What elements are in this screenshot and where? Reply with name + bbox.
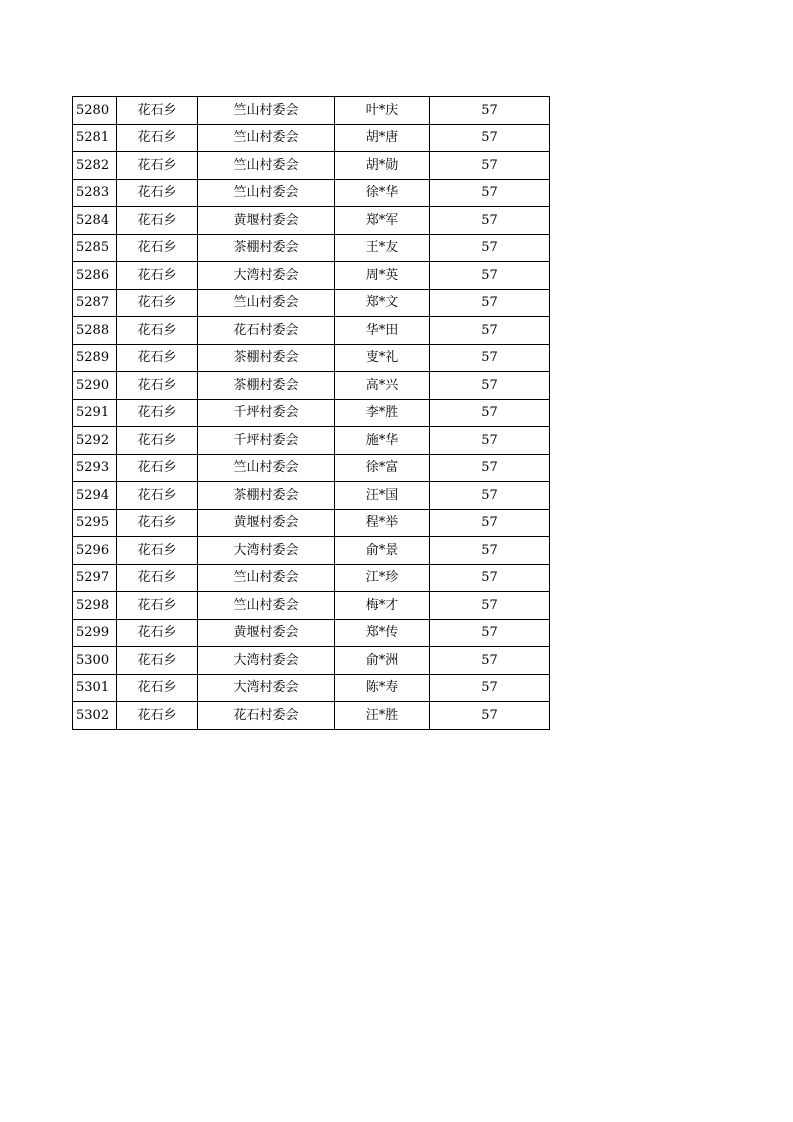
- village-committee-cell: 茶棚村委会: [198, 482, 335, 510]
- township-cell: 花石乡: [117, 234, 198, 262]
- row-number-cell: 5294: [73, 482, 117, 510]
- row-number-cell: 5285: [73, 234, 117, 262]
- person-name-cell: 郑*军: [335, 207, 430, 235]
- score-cell: 57: [430, 482, 550, 510]
- table-row: [73, 399, 550, 427]
- table-row: [73, 152, 550, 180]
- township-cell: 花石乡: [117, 564, 198, 592]
- table-row: [73, 454, 550, 482]
- row-number-cell: 5282: [73, 152, 117, 180]
- township-cell: 花石乡: [117, 592, 198, 620]
- person-name-cell: 胡*唐: [335, 124, 430, 152]
- village-committee-cell: 花石村委会: [198, 702, 335, 730]
- township-cell: 花石乡: [117, 207, 198, 235]
- table-row: [73, 234, 550, 262]
- score-cell: 57: [430, 152, 550, 180]
- person-name-cell: 俞*景: [335, 537, 430, 565]
- score-cell: 57: [430, 702, 550, 730]
- village-committee-cell: 竺山村委会: [198, 152, 335, 180]
- row-number-cell: 5291: [73, 399, 117, 427]
- village-committee-cell: 竺山村委会: [198, 289, 335, 317]
- village-committee-cell: 黄堰村委会: [198, 509, 335, 537]
- row-number-cell: 5289: [73, 344, 117, 372]
- table-row: [73, 372, 550, 400]
- person-name-cell: 汪*国: [335, 482, 430, 510]
- township-cell: 花石乡: [117, 399, 198, 427]
- person-name-cell: 华*田: [335, 317, 430, 345]
- table-row: [73, 482, 550, 510]
- table-row: [73, 97, 550, 125]
- row-number-cell: 5297: [73, 564, 117, 592]
- township-cell: 花石乡: [117, 344, 198, 372]
- village-committee-cell: 竺山村委会: [198, 97, 335, 125]
- village-committee-cell: 茶棚村委会: [198, 234, 335, 262]
- score-cell: 57: [430, 207, 550, 235]
- score-cell: 57: [430, 399, 550, 427]
- score-cell: 57: [430, 344, 550, 372]
- township-cell: 花石乡: [117, 289, 198, 317]
- table-row: [73, 207, 550, 235]
- township-cell: 花石乡: [117, 482, 198, 510]
- table-row: [73, 317, 550, 345]
- score-cell: 57: [430, 372, 550, 400]
- roster-table-body: [73, 97, 550, 730]
- row-number-cell: 5292: [73, 427, 117, 455]
- village-committee-cell: 大湾村委会: [198, 674, 335, 702]
- person-name-cell: 陈*寿: [335, 674, 430, 702]
- table-row: [73, 592, 550, 620]
- person-name-cell: 胡*勋: [335, 152, 430, 180]
- township-cell: 花石乡: [117, 619, 198, 647]
- row-number-cell: 5290: [73, 372, 117, 400]
- township-cell: 花石乡: [117, 537, 198, 565]
- person-name-cell: 郑*文: [335, 289, 430, 317]
- village-committee-cell: 竺山村委会: [198, 179, 335, 207]
- township-cell: 花石乡: [117, 647, 198, 675]
- person-name-cell: 叶*庆: [335, 97, 430, 125]
- village-committee-cell: 大湾村委会: [198, 537, 335, 565]
- person-name-cell: 俞*洲: [335, 647, 430, 675]
- village-committee-cell: 千坪村委会: [198, 399, 335, 427]
- person-name-cell: 江*珍: [335, 564, 430, 592]
- row-number-cell: 5286: [73, 262, 117, 290]
- person-name-cell: 叓*礼: [335, 344, 430, 372]
- person-name-cell: 周*英: [335, 262, 430, 290]
- table-row: [73, 344, 550, 372]
- village-committee-cell: 千坪村委会: [198, 427, 335, 455]
- person-name-cell: 李*胜: [335, 399, 430, 427]
- score-cell: 57: [430, 289, 550, 317]
- row-number-cell: 5302: [73, 702, 117, 730]
- roster-table: [72, 96, 550, 730]
- township-cell: 花石乡: [117, 674, 198, 702]
- village-committee-cell: 竺山村委会: [198, 564, 335, 592]
- table-row: [73, 179, 550, 207]
- table-row: [73, 427, 550, 455]
- township-cell: 花石乡: [117, 454, 198, 482]
- score-cell: 57: [430, 427, 550, 455]
- village-committee-cell: 竺山村委会: [198, 124, 335, 152]
- village-committee-cell: 茶棚村委会: [198, 372, 335, 400]
- score-cell: 57: [430, 317, 550, 345]
- township-cell: 花石乡: [117, 509, 198, 537]
- row-number-cell: 5301: [73, 674, 117, 702]
- table-row: [73, 619, 550, 647]
- village-committee-cell: 黄堰村委会: [198, 619, 335, 647]
- row-number-cell: 5287: [73, 289, 117, 317]
- score-cell: 57: [430, 564, 550, 592]
- table-row: [73, 262, 550, 290]
- row-number-cell: 5283: [73, 179, 117, 207]
- village-committee-cell: 黄堰村委会: [198, 207, 335, 235]
- score-cell: 57: [430, 592, 550, 620]
- township-cell: 花石乡: [117, 372, 198, 400]
- person-name-cell: 郑*传: [335, 619, 430, 647]
- table-row: [73, 124, 550, 152]
- person-name-cell: 施*华: [335, 427, 430, 455]
- row-number-cell: 5280: [73, 97, 117, 125]
- row-number-cell: 5295: [73, 509, 117, 537]
- township-cell: 花石乡: [117, 317, 198, 345]
- score-cell: 57: [430, 179, 550, 207]
- township-cell: 花石乡: [117, 97, 198, 125]
- score-cell: 57: [430, 509, 550, 537]
- township-cell: 花石乡: [117, 179, 198, 207]
- row-number-cell: 5284: [73, 207, 117, 235]
- table-row: [73, 702, 550, 730]
- table-row: [73, 509, 550, 537]
- person-name-cell: 徐*富: [335, 454, 430, 482]
- village-committee-cell: 花石村委会: [198, 317, 335, 345]
- table-row: [73, 289, 550, 317]
- person-name-cell: 高*兴: [335, 372, 430, 400]
- row-number-cell: 5288: [73, 317, 117, 345]
- village-committee-cell: 竺山村委会: [198, 454, 335, 482]
- township-cell: 花石乡: [117, 427, 198, 455]
- township-cell: 花石乡: [117, 262, 198, 290]
- row-number-cell: 5281: [73, 124, 117, 152]
- score-cell: 57: [430, 454, 550, 482]
- score-cell: 57: [430, 234, 550, 262]
- table-row: [73, 647, 550, 675]
- person-name-cell: 程*举: [335, 509, 430, 537]
- table-row: [73, 537, 550, 565]
- score-cell: 57: [430, 674, 550, 702]
- row-number-cell: 5293: [73, 454, 117, 482]
- person-name-cell: 王*友: [335, 234, 430, 262]
- village-committee-cell: 竺山村委会: [198, 592, 335, 620]
- table-row: [73, 564, 550, 592]
- row-number-cell: 5299: [73, 619, 117, 647]
- table-row: [73, 674, 550, 702]
- row-number-cell: 5300: [73, 647, 117, 675]
- village-committee-cell: 茶棚村委会: [198, 344, 335, 372]
- score-cell: 57: [430, 97, 550, 125]
- township-cell: 花石乡: [117, 152, 198, 180]
- score-cell: 57: [430, 619, 550, 647]
- score-cell: 57: [430, 537, 550, 565]
- township-cell: 花石乡: [117, 702, 198, 730]
- village-committee-cell: 大湾村委会: [198, 262, 335, 290]
- village-committee-cell: 大湾村委会: [198, 647, 335, 675]
- person-name-cell: 汪*胜: [335, 702, 430, 730]
- row-number-cell: 5296: [73, 537, 117, 565]
- township-cell: 花石乡: [117, 124, 198, 152]
- person-name-cell: 徐*华: [335, 179, 430, 207]
- row-number-cell: 5298: [73, 592, 117, 620]
- person-name-cell: 梅*才: [335, 592, 430, 620]
- score-cell: 57: [430, 262, 550, 290]
- score-cell: 57: [430, 647, 550, 675]
- score-cell: 57: [430, 124, 550, 152]
